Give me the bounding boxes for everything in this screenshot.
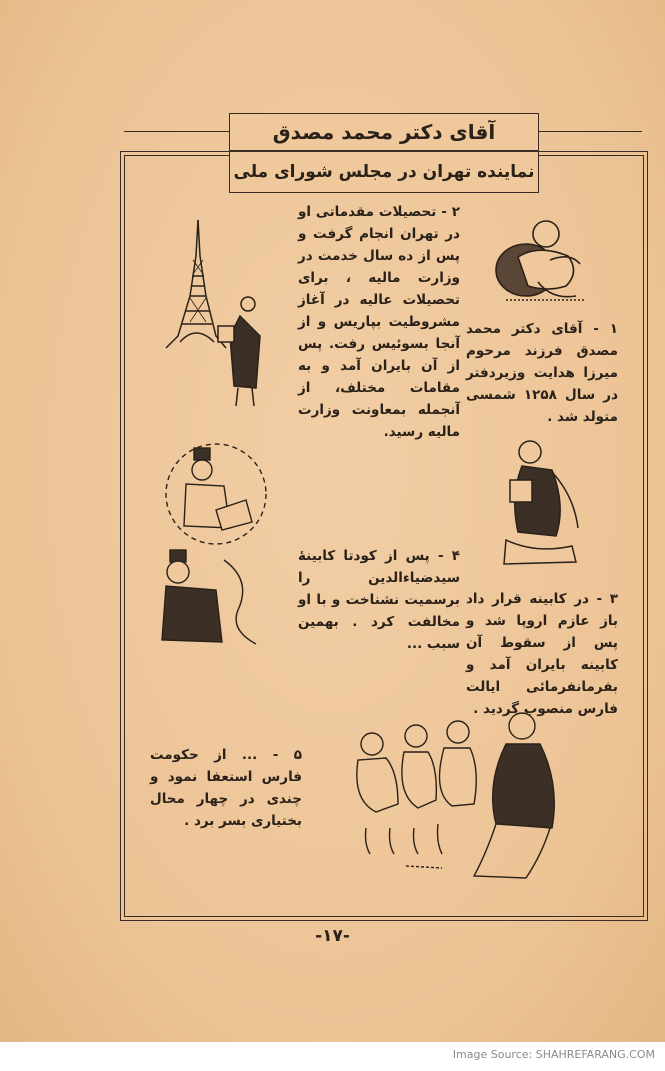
title-rule-right [537, 131, 642, 132]
title-rule-left [124, 131, 229, 132]
subtitle-box [229, 151, 539, 193]
eiffel-tower-illustration [160, 216, 270, 412]
paragraph-2: ۲ - تحصیلات مقدماتی او در تهران انجام گرفت و پس از ده سال خدمت در وزارت مالیه ، برای تحصیلات عالیه در آغاز مشروطیت بپاریس و از آنجا بسوئیس رفت. پس از آن بایران آمد و به مقامات مختلف، از آنجمله بمعاونت وزارت مالیه رسید. [298, 204, 460, 440]
official-portrait-illustration [160, 440, 278, 650]
title-box [229, 113, 539, 151]
paragraph-5: ۵ - ... از حکومت فارس استعفا نمود و چندی در چهار محال بختیاری بسر برد . [150, 747, 302, 829]
paragraph-4: ۴ - پس از کودتا کابینهٔ سیدضیاءالدین را برسمیت نشناخت و با او مخالفت کرد . بهمین سبب ... [298, 548, 460, 652]
image-source-credit: Image Source: SHAHREFARANG.COM [452, 1048, 655, 1061]
page-subtitle: نماینده تهران در مجلس شورای ملی [233, 162, 535, 182]
group-scene-illustration [346, 704, 572, 890]
writing-man-illustration [496, 436, 588, 572]
page-title: آقای دکتر محمد مصدق [272, 120, 496, 144]
paragraph-1: ۱ - آقای دکتر محمد مصدق فرزند مرحوم میرزا هدایت وزیردفتر در سال ۱۲۵۸ شمسی متولد شد . [466, 321, 618, 425]
page-number: -۱۷- [315, 926, 350, 946]
paragraph-3: ۳ - در کابینه قرار داد باز عازم اروپا شد و پس از سقوط آن کابینه بایران آمد و بفرمانفرمائی ایالت فارس منصوب گردید . [466, 591, 618, 717]
baby-illustration [488, 212, 596, 308]
